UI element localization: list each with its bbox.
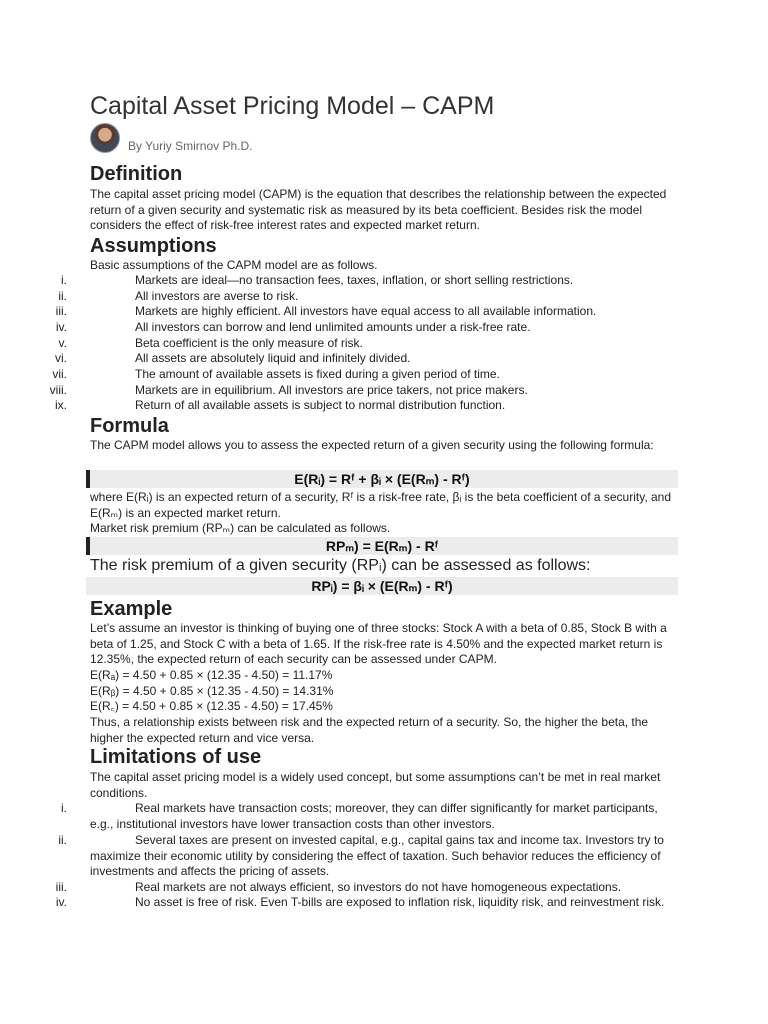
list-number: vi. [55, 351, 67, 365]
limitation-item [0, 895, 768, 911]
assumptions-heading: Assumptions [90, 235, 217, 257]
market-risk-premium-intro: Market risk premium (RPₘ) can be calculated as follows. [90, 521, 391, 535]
limitation-item [0, 833, 768, 880]
formula-box-capm [86, 470, 678, 488]
assumption-item [0, 351, 768, 367]
assumptions-intro: Basic assumptions of the CAPM model are as follows. [90, 258, 378, 272]
list-number: v. [58, 336, 67, 350]
limitation-item [0, 801, 768, 832]
formula-box-risk-premium [86, 577, 678, 595]
list-text: Markets are highly efficient. All investors have equal access to all available information. [135, 304, 597, 318]
list-number: i. [61, 273, 67, 287]
list-text: Beta coefficient is the only measure of risk. [135, 336, 363, 350]
list-number: iv. [55, 320, 67, 334]
formula-intro: The CAPM model allows you to assess the expected return of a given security using the following formula: [90, 438, 654, 452]
list-number: iv. [55, 895, 67, 909]
list-text: Several taxes are present on invested capital, e.g., capital gains tax and income tax. Investors try to maximize their economic utility by considering the effect of taxation. Such behavior reduces the efficiency of investments and affects the pricing of assets. [90, 833, 664, 878]
list-number: viii. [49, 383, 67, 397]
formula-where: where E(Rᵢ) is an expected return of a security, Rᶠ is a risk-free rate, βᵢ is the beta coefficient of a security, and E(Rₘ) is an expected market return. [90, 490, 672, 520]
market-risk-premium-equation: RPₘ) = E(Rₘ) - Rᶠ [325, 538, 439, 554]
author-byline[interactable]: By Yuriy Smirnov Ph.D. [128, 139, 253, 153]
list-text: Markets are in equilibrium. All investors are price takers, not price makers. [135, 383, 528, 397]
assumption-item [0, 398, 768, 414]
example-text: Let’s assume an investor is thinking of buying one of three stocks: Stock A with a beta of 0.85, Stock B with a beta of 1.25, and Stock C with a beta of 1.65. If the risk-free rate is 4.50% and the expected market return is 12.35%, the expected return of each security can be assessed under CAPM. [90, 621, 667, 666]
list-text: Return of all available assets is subject to normal distribution function. [135, 398, 506, 412]
author-avatar[interactable] [90, 123, 120, 153]
list-text: The amount of available assets is fixed during a given period of time. [135, 367, 500, 381]
definition-text: The capital asset pricing model (CAPM) is the equation that describes the relationship between the expected return of a given security and systematic risk as measured by its beta coefficient. Besides risk the model considers the effect of risk-free interest rates and expected market return. [90, 187, 667, 232]
assumption-item [0, 289, 768, 305]
page-title: Capital Asset Pricing Model – CAPM [90, 92, 495, 120]
definition-heading: Definition [90, 163, 183, 185]
list-text: No asset is free of risk. Even T-bills are exposed to inflation risk, liquidity risk, and reinvestment risk. [135, 895, 665, 909]
list-number: iii. [55, 880, 67, 894]
list-number: ii. [58, 833, 67, 847]
limitations-intro: The capital asset pricing model is a widely used concept, but some assumptions can’t be met in real market conditions. [90, 770, 661, 800]
list-number: ix. [55, 398, 67, 412]
list-text: Real markets are not always efficient, so investors do not have homogeneous expectations. [135, 880, 622, 894]
formula-box-market-risk-premium [86, 537, 678, 555]
limitation-item [0, 880, 768, 896]
limitations-heading: Limitations of use [90, 746, 262, 768]
example-heading: Example [90, 598, 173, 620]
list-text: All assets are absolutely liquid and infinitely divided. [135, 351, 411, 365]
assumption-item [0, 383, 768, 399]
list-text: Markets are ideal—no transaction fees, taxes, inflation, or short selling restrictions. [135, 273, 574, 287]
formula-heading: Formula [90, 415, 169, 437]
assumption-item [0, 320, 768, 336]
list-number: vii. [52, 367, 67, 381]
risk-premium-intro: The risk premium of a given security (RPᵢ) can be assessed as follows: [90, 557, 591, 574]
list-number: i. [61, 801, 67, 815]
list-text: Real markets have transaction costs; moreover, they can differ significantly for market participants, e.g., institutional investors have lower transaction costs than other investors. [90, 801, 658, 831]
calc-line: E(Rₐ) = 4.50 + 0.85 × (12.35 - 4.50) = 11.17% [90, 668, 333, 682]
capm-equation: E(Rᵢ) = Rᶠ + βᵢ × (E(Rₘ) - Rᶠ) [294, 471, 470, 487]
list-text: All investors are averse to risk. [135, 289, 299, 303]
assumption-item [0, 336, 768, 352]
example-conclusion: Thus, a relationship exists between risk and the expected return of a security. So, the higher the beta, the higher the expected return and vice versa. [90, 715, 649, 745]
assumption-item [0, 273, 768, 289]
calc-line: E(R꜀) = 4.50 + 0.85 × (12.35 - 4.50) = 17.45% [90, 699, 333, 713]
list-text: All investors can borrow and lend unlimited amounts under a risk-free rate. [135, 320, 531, 334]
list-number: iii. [55, 304, 67, 318]
risk-premium-equation: RPᵢ) = βᵢ × (E(Rₘ) - Rᶠ) [311, 578, 453, 594]
list-number: ii. [58, 289, 67, 303]
calc-line: E(Rᵦ) = 4.50 + 0.85 × (12.35 - 4.50) = 14.31% [90, 684, 334, 698]
assumption-item [0, 304, 768, 320]
assumption-item [0, 367, 768, 383]
